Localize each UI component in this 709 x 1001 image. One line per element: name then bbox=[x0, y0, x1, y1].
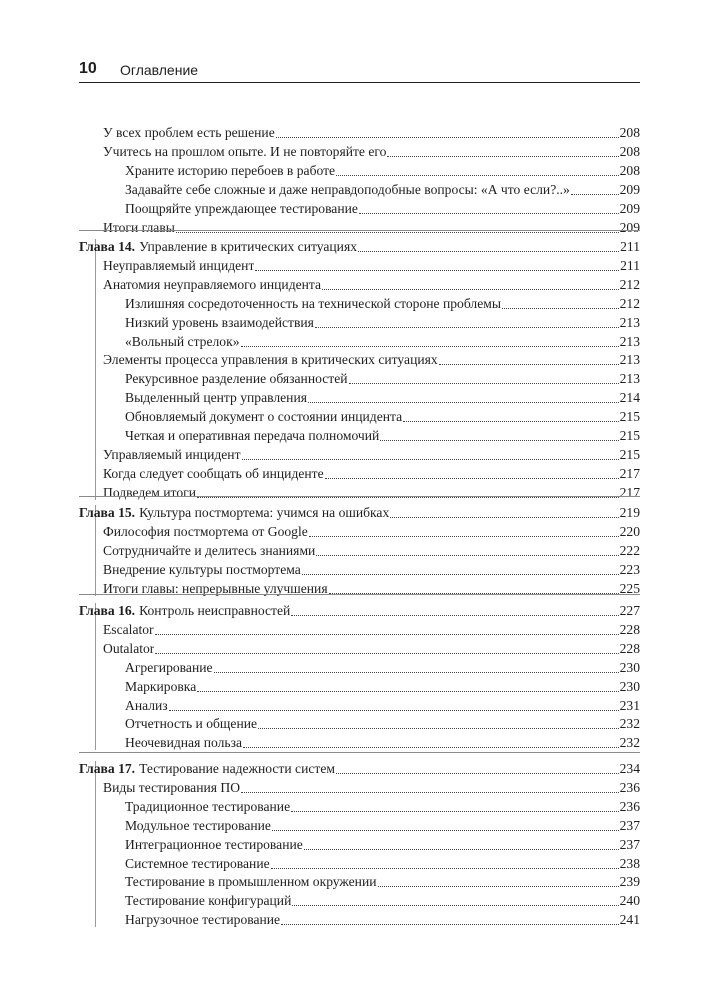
toc-page-number: 232 bbox=[619, 716, 640, 732]
dot-leader bbox=[439, 363, 619, 365]
dot-leader bbox=[241, 791, 619, 793]
toc-entry-label bbox=[125, 388, 307, 407]
dot-leader bbox=[291, 810, 618, 812]
page-number: 10 bbox=[79, 60, 97, 77]
toc-entry-label bbox=[103, 541, 315, 560]
toc-entry[interactable] bbox=[125, 797, 640, 816]
toc-entry[interactable] bbox=[125, 294, 640, 313]
toc-entry[interactable] bbox=[125, 658, 640, 677]
toc-entry-label bbox=[103, 275, 321, 294]
toc-entry-label bbox=[79, 601, 290, 620]
toc-entry[interactable] bbox=[125, 835, 640, 854]
toc-page-number: 228 bbox=[619, 640, 640, 656]
toc-entry[interactable] bbox=[125, 696, 640, 715]
dot-leader bbox=[502, 307, 619, 309]
toc-entry-label bbox=[103, 639, 154, 658]
toc-entry-label bbox=[103, 620, 154, 639]
dot-leader bbox=[336, 174, 619, 176]
toc-page-number: 234 bbox=[619, 761, 640, 776]
toc-entry-title: Неуправляемый инцидент bbox=[103, 257, 255, 273]
toc-entry[interactable] bbox=[125, 872, 640, 891]
dot-leader bbox=[309, 535, 619, 537]
toc-entry-label bbox=[125, 696, 168, 715]
chapter-number: Глава 16. bbox=[79, 603, 136, 618]
toc-page-number: 236 bbox=[619, 779, 640, 795]
toc-entry-title: У всех проблем есть решение bbox=[103, 125, 275, 140]
toc-entry-label bbox=[125, 294, 501, 313]
toc-entry-label bbox=[125, 313, 314, 332]
chapter-bracket-line bbox=[95, 761, 96, 927]
dot-leader bbox=[155, 633, 619, 635]
toc-entry-label bbox=[103, 123, 275, 142]
toc-page-number: 240 bbox=[619, 893, 640, 909]
toc-entry-title: Итоги главы bbox=[103, 219, 175, 235]
toc-entry-title: Нагрузочное тестирование bbox=[125, 912, 281, 928]
toc-entry-label bbox=[103, 464, 324, 483]
toc-entry-title: Анатомия неуправляемого инцидента bbox=[103, 276, 322, 292]
toc-page-number: 213 bbox=[619, 314, 640, 330]
toc-entry[interactable] bbox=[103, 541, 640, 560]
toc-page-number: 217 bbox=[619, 465, 640, 481]
toc-page-number: 208 bbox=[619, 162, 640, 178]
running-title: Оглавление bbox=[120, 62, 199, 78]
dot-leader bbox=[387, 155, 618, 157]
toc-page-number: 208 bbox=[619, 143, 640, 159]
toc-entry[interactable] bbox=[125, 180, 640, 199]
toc-entry-title: Низкий уровень взаимодействия bbox=[125, 314, 314, 330]
dot-leader bbox=[243, 746, 619, 748]
toc-page-number: 209 bbox=[619, 181, 640, 197]
toc-entry-label bbox=[103, 778, 240, 797]
toc-entry-title: Выделенный центр управления bbox=[125, 390, 307, 406]
toc-entry-title: Излишняя сосредоточенность на технической стороне проблемы bbox=[125, 295, 501, 311]
toc-entry-title: Управляемый инцидент bbox=[103, 446, 241, 462]
toc-entry[interactable] bbox=[125, 161, 640, 180]
dot-leader bbox=[276, 136, 619, 138]
toc-page-number: 208 bbox=[619, 125, 640, 140]
toc-chapter-entry[interactable] bbox=[79, 503, 640, 522]
toc-entry-label bbox=[125, 369, 348, 388]
toc-page-number: 212 bbox=[619, 295, 640, 311]
toc-entry-title: Контроль неисправностей bbox=[139, 603, 291, 618]
dot-leader bbox=[258, 727, 619, 729]
toc-entry[interactable] bbox=[103, 256, 640, 275]
toc-entry[interactable] bbox=[103, 142, 640, 161]
toc-page-number: 211 bbox=[620, 239, 640, 254]
toc-page-number: 217 bbox=[619, 484, 640, 500]
toc-page-number: 214 bbox=[619, 390, 640, 406]
dot-leader bbox=[291, 614, 618, 616]
toc-entry[interactable] bbox=[125, 816, 640, 835]
dot-leader bbox=[272, 829, 619, 831]
section-divider bbox=[79, 594, 640, 595]
toc-page-number: 215 bbox=[619, 428, 640, 443]
toc-entry-label bbox=[125, 910, 280, 929]
toc-page-number: 230 bbox=[619, 678, 640, 694]
toc-entry-title: Тестирование в промышленном окружении bbox=[125, 874, 377, 890]
toc-page-number: 209 bbox=[619, 200, 640, 216]
dot-leader bbox=[349, 382, 619, 384]
toc-entry-title: Элементы процесса управления в критических ситуациях bbox=[103, 352, 438, 368]
toc-entry-label bbox=[79, 237, 357, 256]
toc-page-number: 241 bbox=[619, 912, 640, 928]
toc-entry[interactable] bbox=[103, 620, 640, 639]
toc-entry-title: Отчетность и общение bbox=[125, 716, 258, 732]
toc-entry-label bbox=[125, 891, 291, 910]
dot-leader bbox=[214, 671, 619, 673]
toc-entry-title: Управление в критических ситуациях bbox=[139, 239, 357, 254]
toc-entry-label bbox=[79, 759, 335, 778]
toc-entry-label bbox=[103, 350, 438, 369]
toc-entry-label bbox=[79, 503, 389, 522]
toc-entry[interactable] bbox=[103, 218, 640, 237]
toc-entry-label bbox=[125, 872, 377, 891]
dot-leader bbox=[241, 345, 619, 347]
toc-page-number: 215 bbox=[619, 446, 640, 462]
toc-entry-title: Когда следует сообщать об инциденте bbox=[103, 465, 324, 481]
dot-leader bbox=[304, 848, 619, 850]
toc-page-number: 213 bbox=[619, 333, 640, 349]
toc-page-number: 237 bbox=[619, 817, 640, 833]
toc-entry[interactable] bbox=[125, 733, 640, 752]
toc-entry-label bbox=[125, 180, 570, 199]
toc-entry[interactable] bbox=[125, 388, 640, 407]
toc-entry-title: Escalator bbox=[103, 621, 154, 637]
toc-entry-label bbox=[103, 142, 386, 161]
toc-page-number: 209 bbox=[619, 219, 640, 235]
dot-leader bbox=[403, 420, 618, 422]
toc-entry-title: «Вольный стрелок» bbox=[125, 333, 240, 349]
toc-entry[interactable] bbox=[125, 891, 640, 910]
toc-entry-label bbox=[125, 407, 402, 426]
toc-entry[interactable] bbox=[103, 483, 640, 502]
toc-entry-title: Модульное тестирование bbox=[125, 817, 271, 833]
toc-entry-title: Четкая и оперативная передача полномочий bbox=[125, 428, 380, 443]
dot-leader bbox=[255, 269, 619, 271]
toc-entry-label bbox=[125, 161, 335, 180]
toc-page-number: 213 bbox=[619, 371, 640, 387]
dot-leader bbox=[325, 477, 619, 479]
toc-entry-title: Итоги главы: непрерывные улучшения bbox=[103, 580, 328, 596]
toc-entry-label bbox=[125, 677, 196, 696]
dot-leader bbox=[302, 573, 619, 575]
dot-leader bbox=[315, 326, 619, 328]
toc-entry[interactable] bbox=[125, 199, 640, 218]
toc-entry[interactable] bbox=[103, 639, 640, 658]
toc-page-number: 211 bbox=[620, 257, 640, 273]
toc-page-number: 227 bbox=[619, 603, 640, 618]
toc-entry-label bbox=[125, 816, 271, 835]
chapter-number: Глава 17. bbox=[79, 761, 136, 776]
toc-entry[interactable] bbox=[103, 464, 640, 483]
toc-entry-title: Задавайте себе сложные и даже неправдоподобные вопросы: «А что если?..» bbox=[125, 181, 570, 197]
dot-leader bbox=[378, 885, 619, 887]
toc-entry-label bbox=[103, 445, 241, 464]
toc-entry-title: Outalator bbox=[103, 640, 155, 656]
toc-entry-title: Неочевидная польза bbox=[125, 735, 243, 751]
toc-entry-title: Рекурсивное разделение обязанностей bbox=[125, 371, 348, 387]
toc-entry[interactable] bbox=[125, 313, 640, 332]
toc-entry-title: Виды тестирования ПО bbox=[103, 779, 241, 795]
toc-entry-label bbox=[125, 835, 303, 854]
toc-page-number: 237 bbox=[619, 836, 640, 852]
toc-entry-title: Тестирование конфигураций bbox=[125, 893, 292, 909]
toc-entry-title: Культура постмортема: учимся на ошибках bbox=[139, 505, 390, 520]
toc-entry-label bbox=[103, 522, 308, 541]
toc-entry-title: Философия постмортема от Google bbox=[103, 523, 308, 539]
toc-entry[interactable] bbox=[103, 560, 640, 579]
toc-page-number: 238 bbox=[619, 855, 640, 871]
toc-entry[interactable] bbox=[103, 522, 640, 541]
dot-leader bbox=[155, 652, 618, 654]
dot-leader bbox=[308, 401, 619, 403]
toc-page-number: 222 bbox=[619, 542, 640, 558]
toc-entry-title: Анализ bbox=[125, 697, 168, 713]
dot-leader bbox=[380, 439, 618, 441]
toc-chapter-entry[interactable] bbox=[79, 601, 640, 620]
dot-leader bbox=[292, 904, 618, 906]
toc-entry-label bbox=[125, 797, 290, 816]
toc-entry[interactable] bbox=[103, 350, 640, 369]
section-divider bbox=[79, 496, 640, 497]
toc-entry[interactable] bbox=[125, 714, 640, 733]
toc-entry-label bbox=[103, 483, 196, 502]
toc-page-number: 239 bbox=[619, 874, 640, 890]
dot-leader bbox=[316, 554, 618, 556]
toc-entry-label bbox=[125, 658, 213, 677]
toc-entry-label bbox=[125, 854, 270, 873]
dot-leader bbox=[571, 193, 619, 195]
toc-entry-title: Традиционное тестирование bbox=[125, 798, 291, 814]
section-divider bbox=[79, 752, 640, 753]
dot-leader bbox=[197, 690, 618, 692]
chapter-bracket-line bbox=[95, 239, 96, 500]
toc-entry-label bbox=[125, 199, 358, 218]
toc-entry-label bbox=[125, 426, 379, 445]
toc-entry-title: Поощряйте упреждающее тестирование bbox=[125, 200, 358, 216]
chapter-bracket-line bbox=[95, 603, 96, 750]
dot-leader bbox=[359, 212, 619, 214]
toc-entry-label bbox=[103, 218, 175, 237]
dot-leader bbox=[169, 709, 619, 711]
toc-entry[interactable] bbox=[125, 332, 640, 351]
dot-leader bbox=[336, 772, 619, 774]
toc-page-number: 215 bbox=[619, 409, 640, 425]
toc-entry[interactable] bbox=[103, 778, 640, 797]
toc-entry-title: Маркировка bbox=[125, 678, 197, 694]
toc-page-number: 228 bbox=[619, 621, 640, 637]
toc-entry[interactable] bbox=[125, 854, 640, 873]
toc-page-number: 219 bbox=[619, 505, 640, 520]
toc-page-number: 212 bbox=[619, 276, 640, 292]
toc-page-number: 223 bbox=[619, 561, 640, 577]
toc-entry[interactable] bbox=[103, 445, 640, 464]
toc-entry[interactable] bbox=[125, 369, 640, 388]
toc-entry-title: Подведем итоги bbox=[103, 484, 196, 500]
toc-entry[interactable] bbox=[125, 910, 640, 929]
toc-entry-label bbox=[103, 560, 301, 579]
toc-page-number: 230 bbox=[619, 659, 640, 675]
dot-leader bbox=[322, 288, 619, 290]
toc-entry[interactable] bbox=[125, 426, 640, 445]
toc-entry-title: Тестирование надежности систем bbox=[139, 761, 335, 776]
toc-entry-label bbox=[103, 256, 254, 275]
toc-page-number: 220 bbox=[619, 523, 640, 539]
toc-entry-title: Агрегирование bbox=[125, 659, 213, 675]
toc-page-number: 225 bbox=[619, 580, 640, 596]
toc-entry[interactable] bbox=[125, 407, 640, 426]
toc-entry[interactable] bbox=[125, 677, 640, 696]
chapter-number: Глава 14. bbox=[79, 239, 136, 254]
toc-page-number: 231 bbox=[619, 697, 640, 713]
toc-entry-title: Интеграционное тестирование bbox=[125, 836, 303, 852]
toc-entry-label bbox=[125, 714, 257, 733]
toc-entry-title: Внедрение культуры постмортема bbox=[103, 561, 301, 577]
toc-chapter-entry[interactable] bbox=[79, 759, 640, 778]
toc-entry-title: Обновляемый документ о состоянии инцидента bbox=[125, 409, 403, 425]
toc-page-number: 213 bbox=[619, 352, 640, 368]
dot-leader bbox=[281, 923, 619, 925]
toc-entry-label bbox=[125, 332, 240, 351]
toc-entry-title: Системное тестирование bbox=[125, 855, 270, 871]
toc-page-number: 236 bbox=[619, 798, 640, 814]
toc-chapter-entry[interactable] bbox=[79, 237, 640, 256]
dot-leader bbox=[242, 458, 619, 460]
toc-entry-title: Сотрудничайте и делитесь знаниями bbox=[103, 542, 316, 558]
chapter-number: Глава 15. bbox=[79, 505, 136, 520]
toc-entry[interactable] bbox=[103, 275, 640, 294]
dot-leader bbox=[390, 516, 618, 518]
section-divider bbox=[79, 230, 640, 231]
toc-entry-title: Храните историю перебоев в работе bbox=[125, 162, 336, 178]
toc-entry-label bbox=[125, 733, 242, 752]
toc-page-number: 232 bbox=[619, 735, 640, 751]
dot-leader bbox=[271, 867, 619, 869]
dot-leader bbox=[358, 250, 619, 252]
toc-entry-title: Учитесь на прошлом опыте. И не повторяйте его bbox=[103, 143, 387, 159]
toc-entry[interactable] bbox=[103, 123, 640, 142]
